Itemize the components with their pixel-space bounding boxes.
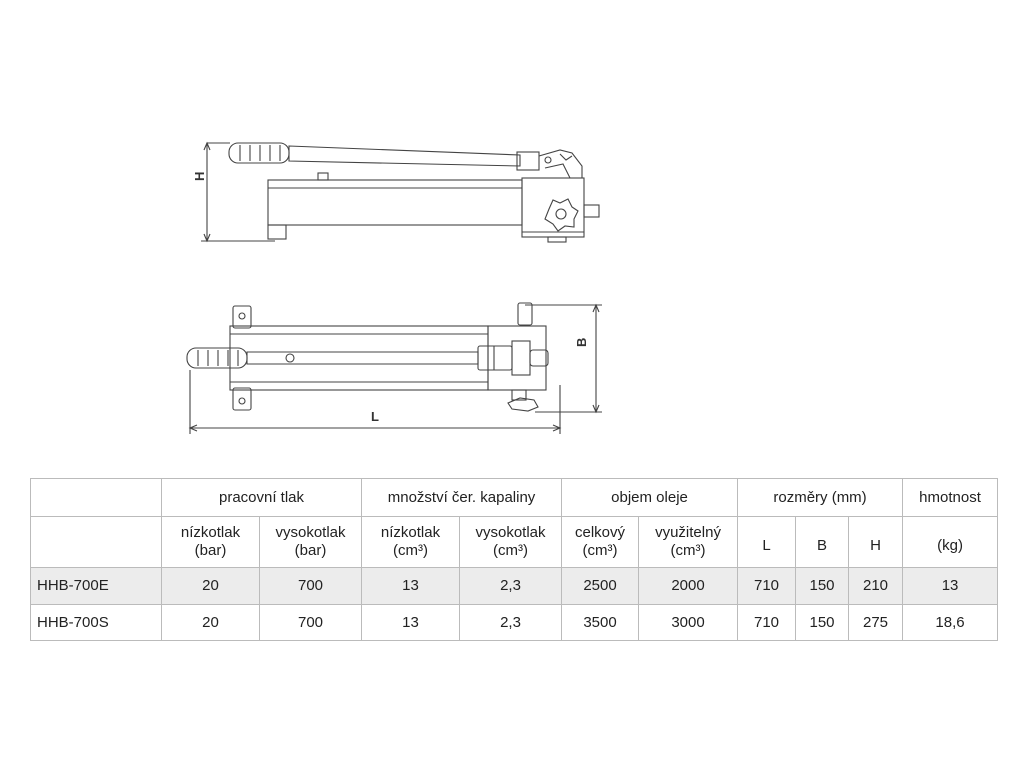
subheader-total bbox=[562, 517, 639, 568]
table-row bbox=[31, 605, 998, 641]
blank-subheader-cell bbox=[31, 517, 162, 568]
pump-block-top bbox=[488, 326, 546, 390]
subheader-high-pressure-unit: (bar) bbox=[294, 542, 327, 559]
lever-arm-top bbox=[247, 352, 478, 364]
subheader-high-pressure bbox=[260, 517, 362, 568]
header-displacement: množství čer. kapaliny bbox=[362, 479, 562, 517]
subheader-high-disp bbox=[460, 517, 562, 568]
cell-low-pressure: 20 bbox=[162, 605, 260, 641]
cell-h: 210 bbox=[849, 568, 903, 605]
group-header-row bbox=[31, 479, 998, 517]
subheader-total-label: celkový bbox=[575, 524, 626, 541]
top-view bbox=[187, 303, 602, 434]
cell-l: 710 bbox=[738, 568, 796, 605]
dim-label-l: L bbox=[371, 409, 379, 424]
subheader-usable-unit: (cm³) bbox=[670, 542, 706, 559]
cell-h: 275 bbox=[849, 605, 903, 641]
cell-high-pressure: 700 bbox=[260, 568, 362, 605]
side-view bbox=[201, 143, 599, 242]
subheader-low-disp bbox=[362, 517, 460, 568]
header-oil-volume: objem oleje bbox=[562, 479, 738, 517]
pump-block-side bbox=[522, 178, 584, 237]
subheader-usable bbox=[639, 517, 738, 568]
dim-label-b: B bbox=[574, 337, 589, 347]
release-valve-knob bbox=[545, 199, 578, 231]
subheader-high-disp-label: vysokotlak bbox=[475, 524, 546, 541]
cell-weight: 13 bbox=[903, 568, 998, 605]
subheader-total-unit: (cm³) bbox=[582, 542, 618, 559]
subheader-b: B bbox=[796, 517, 849, 568]
header-weight: hmotnost bbox=[903, 479, 998, 517]
cell-low-disp: 13 bbox=[362, 568, 460, 605]
table-row bbox=[31, 568, 998, 605]
sub-header-row bbox=[31, 517, 998, 568]
subheader-high-pressure-label: vysokotlak bbox=[275, 524, 346, 541]
tank-body-top bbox=[230, 326, 488, 390]
cell-total-volume: 3500 bbox=[562, 605, 639, 641]
spec-table bbox=[30, 478, 998, 641]
cell-usable-volume: 2000 bbox=[639, 568, 738, 605]
cell-b: 150 bbox=[796, 568, 849, 605]
row-model: HHB-700S bbox=[31, 605, 162, 641]
subheader-low-disp-unit: (cm³) bbox=[393, 542, 428, 559]
row-model: HHB-700E bbox=[31, 568, 162, 605]
subheader-high-disp-unit: (cm³) bbox=[493, 542, 528, 559]
header-pressure: pracovní tlak bbox=[162, 479, 362, 517]
cell-weight: 18,6 bbox=[903, 605, 998, 641]
tank-body-side bbox=[268, 180, 522, 225]
subheader-low-pressure bbox=[162, 517, 260, 568]
cell-usable-volume: 3000 bbox=[639, 605, 738, 641]
subheader-low-pressure-label: nízkotlak bbox=[180, 524, 241, 541]
lever-arm-side bbox=[289, 146, 520, 166]
header-dimensions: rozměry (mm) bbox=[738, 479, 903, 517]
subheader-l: L bbox=[738, 517, 796, 568]
subheader-low-pressure-unit: (bar) bbox=[194, 542, 227, 559]
dim-label-h: H bbox=[192, 171, 207, 181]
blank-header-cell bbox=[31, 479, 162, 517]
subheader-usable-label: využitelný bbox=[655, 524, 721, 541]
cell-low-pressure: 20 bbox=[162, 568, 260, 605]
cell-b: 150 bbox=[796, 605, 849, 641]
cell-high-disp: 2,3 bbox=[460, 605, 562, 641]
cell-l: 710 bbox=[738, 605, 796, 641]
cell-high-pressure: 700 bbox=[260, 605, 362, 641]
subheader-weight-unit: (kg) bbox=[903, 517, 998, 568]
subheader-h: H bbox=[849, 517, 903, 568]
cell-high-disp: 2,3 bbox=[460, 568, 562, 605]
cell-low-disp: 13 bbox=[362, 605, 460, 641]
cell-total-volume: 2500 bbox=[562, 568, 639, 605]
subheader-low-disp-label: nízkotlak bbox=[380, 524, 441, 541]
